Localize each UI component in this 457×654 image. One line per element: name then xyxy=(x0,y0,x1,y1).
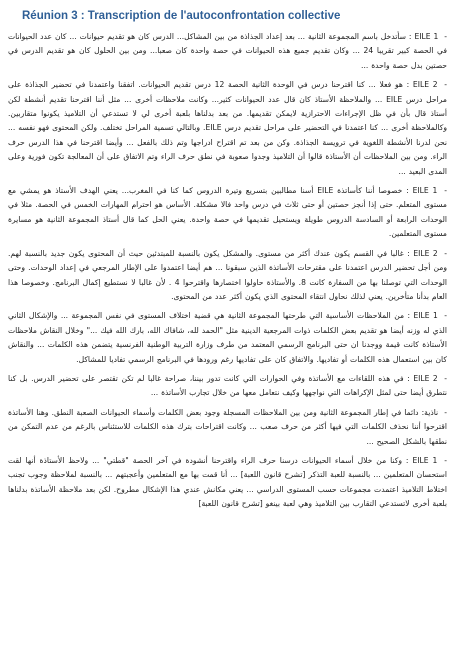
entry-head xyxy=(410,374,447,383)
entry-head xyxy=(410,311,447,320)
transcript-entry xyxy=(8,184,447,242)
speaker-label: EILE 1 xyxy=(412,186,438,196)
bullet-marker: - xyxy=(444,186,447,196)
entry-text: : سأتدخل باسم المجموعة الثانية ... بعد إعداد الجذاذة من بين المشاكل... الدرس كان هو تقديم حيوانات ... كان عدد الحيوانات في الحصة كبير تقريبا 24 ... وكان تقديم جميع هذه الحيوانات في حصة واحدة كان صعبا... ومن بين الحلول كان هو تقديم الدرس في حصتين بدل حصة واحدة ... xyxy=(8,32,447,70)
bullet-marker: - xyxy=(444,455,448,465)
speaker-label: EILE 2 xyxy=(412,80,438,90)
entry-text: : هو فعلا ... كنا اقترحنا درس في الوحدة الثانية الحصة 12 درس تقديم الحيوانات. اتفقنا واعتمدنا في تحضير الجذاذة على مراحل درس EILE ... والملاحظة الأستاذ كان قال عدد الحيوانات كثير... وكانت ملاحظات أخرى ... مثل أننا اقترحنا تقديم أنشطة لكن أستاذ قال بأن في ظل الإجراءات الاحترازية لايمكن تقديمها. من بعد بدلناها بلعبة أخرى لي لا تستدعي أن التلاميذ يكونوا متقاربين. وكالملاحظة أخرى ... كنا اعتمدنا في التحضير على مراحل تقديم درس EILE. وبالتالي تسمية المراحل تختلف. ولكن المحتوى فهو نفسه ... نحن لدرنا الأنشطة اللغوية في ترويسة الجذاذة. وكن من بعد تم اقتراح ادراجها وتم ذلك بالفعل ... وأيضا اقترحنا في هذا الدرس حرف الراء. ومن بين الملاحظات أن الأستاذة قالوا أن التلاميذ وجدوا صعوبة في نطق حرف الراء وتم الاتفاق على أن المعالجة تكون فورية وعلى المدى البعيد ... xyxy=(8,80,448,176)
transcript-list xyxy=(8,30,447,512)
transcript-entry xyxy=(8,30,447,73)
entry-head xyxy=(409,456,448,465)
bullet-marker: - xyxy=(444,407,447,417)
bullet-marker: - xyxy=(444,311,447,321)
transcript-entry xyxy=(8,454,447,512)
entry-head xyxy=(409,80,447,89)
bullet-marker: - xyxy=(444,373,448,383)
entry-head xyxy=(438,408,447,417)
speaker-label: EILE 2 xyxy=(413,248,438,258)
speaker-label: EILE 1 xyxy=(412,455,438,465)
speaker-label: EILE 2 xyxy=(413,373,438,383)
document-title: Réunion 3 : Transcription de l'autoconfrontation collective xyxy=(22,10,341,22)
entry-text: : غالبا في القسم يكون عندك أكثر من مستوى. والمشكل يكون بالنسبة للمبتدئين حيث أن المحتوى يكون جديد بالنسبة لهم. ومن أجل تحضير الدرس اعتمدنا على مقترحات الأساتذة الذين سبقونا ... هم أيضا اعتمدوا على الإطار المرجعي في إعداد الوحدات. وحتى الوحدات التي توصلنا بها من السفارة كانت 8. والأستاذة حاولوا اختصارها واقترحوا 4 . لأن غالبا لا نستطيع إكمال البرنامج. وخصوصا هذا العام بدأنا متأخرين. يعني لذلك نحاول انتقاء المحتوى الذي يكون أكثر عدد من المحتوى. xyxy=(8,248,448,301)
bullet-marker: - xyxy=(444,80,448,90)
transcript-entry xyxy=(8,78,447,179)
entry-text: ناذية: دائما في إطار المجموعة الثانية ومن بين الملاحظات المسجلة وجود بعض الكلمات وأسماء الحيوانات الصعبة النطق. وهنا الأساتذة اقترحوا أننا نحذف الكلمات التي فيها أكثر من حرف صعب ... وكانت اقتراحات بترك هذه الكلمات للاستئناس بالرغم من عدم التمكن من نطقها بالشكل الصحيح ... xyxy=(8,407,447,446)
entry-text: : خصوصا أننا كأساتذة EILE أسنا مطالبين بتسريع وتيرة الدروس كما كنا في المغرب... يعني الهدف الأستاذ هو يمشي مع مستوى المتعلم. حتى إذا أنجز حصتين أو حتى ثلاث في درس واحد فالا مشكلة. الأساس هو احترام المهارات الخمس في الحصة. مثلا في الوحدات الرابعة أو السادسة الدروس طويلة ويستحيل تقديمها في حصة واحدة. يعني الحل كما قال أستاذ المجموعة الثانية هو مسايرة مستوى المتعلمين. xyxy=(8,186,447,239)
transcript-entry xyxy=(8,372,447,401)
transcript-entry xyxy=(8,406,447,449)
entry-text: : في هذه اللقاءات مع الأساتذة وفي الحوارات التي كانت تدور بيننا، صراحة غالبا لم تكن تقتصر على تحضير الدرس. بل كنا نتطرق أيضا حتى لمثل الإكراهات التي نواجهها وكيف نتعامل معها من خلال تجارب الأساتذة ... xyxy=(8,373,447,398)
bullet-marker: - xyxy=(444,248,447,258)
entry-head xyxy=(412,32,448,41)
speaker-label: EILE 1 xyxy=(414,32,439,41)
transcript-entry xyxy=(8,247,447,305)
entry-text: : وكنا من خلال أسماء الحيوانات درسنا حرف الراء واقترحنا أنشودة في آخر الحصة "قطتي" ... ولاحظ الأستاذة أنها لقت استحسان المتعلمين ... بالنسبة للعبة التذكر [تشرح قانون اللعبة] ... أنا قمت بها مع المتعلمين وأعجبتهم ... بالنسبة لملاحظة وجوب تجنب اختلاط التلاميذ اعتمدت مجموعات حسب المستوى الدراسي ... يعني مكانش عندي هذا الإشكال مطروح. لكن بعد ملاحظة الأساتذة بدلناها بلعبة أخرى لاتستدعي التقارب بين التلاميذ وهي لعبة بينغو [تشرح قانون اللعبة] xyxy=(8,455,447,509)
bullet-marker: - xyxy=(444,32,448,41)
speaker-label: EILE 1 xyxy=(413,311,438,321)
entry-head xyxy=(410,249,447,258)
entry-head xyxy=(409,186,447,195)
entry-text: : من الملاحظات الأساسية التي طرحتها المجموعة الثانية هي قضية اختلاف المستوى في نفس المجموعة ... والإشكال الثاني الذي له وزنه أيضا هو تقديم بعض الكلمات ذوات المرجعية الدينية مثل "الحمد لله، شافاك الله، بارك الله فيك ..." وخلال النقاش ملاحظات الأستاذة كانت قيمة ووجدنا ان حتى البرنامج الرسمي المعتمد من طرف وزارة التربية الوطنية الفرنسية يتضمن هذه الكلمات ... والنقاش كان بين استعمال هذه الكلمات أو تفاديها. والاتفاق كان على تفاديها رغم ورودها في البرنامج الرسمي تفاديا للمشاكل. xyxy=(8,311,447,364)
transcript-entry xyxy=(8,309,447,367)
